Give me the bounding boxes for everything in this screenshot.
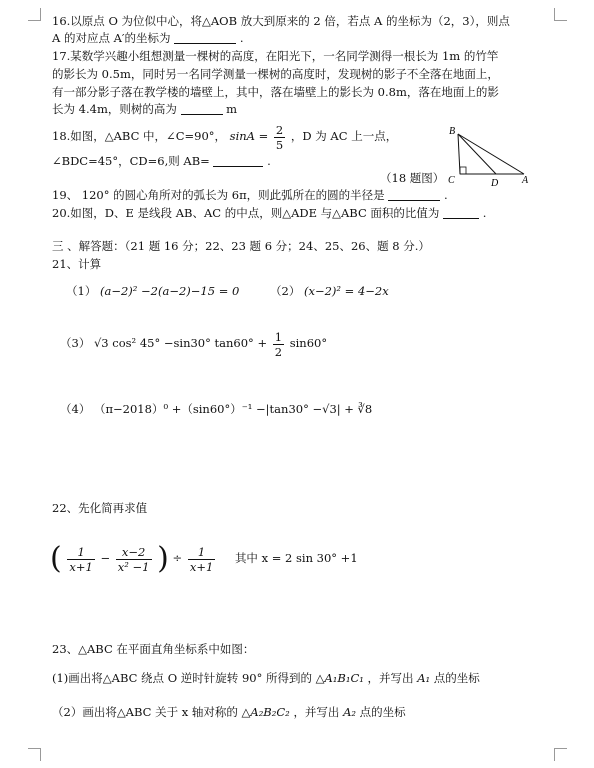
crop-mark-bottom-left (28, 748, 41, 761)
q18-triangle-figure (440, 122, 540, 188)
crop-mark-top-right (554, 8, 567, 21)
q19-end: . (443, 188, 448, 202)
q23-p2-pre: （2）画出将△ABC 关于 x 轴对称的 (52, 705, 238, 719)
q17-unit: m (226, 102, 238, 116)
q22-frac-b-num: x−2 (116, 545, 152, 560)
q21-p4-label: （4） (60, 402, 91, 416)
q20-end: . (482, 206, 487, 220)
q16-line2-text: A 的对应点 A′的坐标为 (52, 31, 171, 45)
q22-title: 22、先化简再求值 (52, 501, 148, 515)
q22-left-paren: ( (50, 541, 62, 576)
q22-frac-b-den: x² −1 (117, 559, 150, 574)
q21-p2-expr: (x−2)² = 4−2x (303, 284, 389, 298)
q22-frac-b (116, 545, 152, 574)
q21-part3 (60, 327, 327, 359)
q19-answer-blank[interactable] (388, 188, 440, 201)
q17-line2: 的影长为 0.5m，同时另一名同学测量一棵树的高度时，发现树的影子不全落在地面上， (52, 67, 499, 81)
q21-p4-expr: （π−2018）⁰ +（sin60°）⁻¹ −|tan30° −√3| + ∛8 (93, 402, 373, 416)
q20-text: 20.如图，D、E 是线段 AB、AC 的中点，则△ADE 与△ABC 面积的比值为 (52, 206, 440, 220)
q22-frac-a-num: 1 (67, 545, 94, 560)
q21-part2 (270, 283, 389, 299)
q23-part1 (52, 670, 480, 686)
q22-right-paren: ) (157, 541, 169, 576)
q16-answer-blank[interactable] (174, 31, 236, 44)
q17-line4 (52, 101, 237, 117)
q18-fig-caption: （18 题图） (380, 171, 445, 185)
q17-line4-text: 长为 4.4m，则树的高为 (52, 102, 177, 116)
q23-p2-mid: ，并写出 (293, 705, 340, 719)
q18-part1: 18.如图，△ABC 中，∠C=90°， (52, 129, 227, 143)
q21-part1 (66, 283, 239, 299)
q21-p3-fraction (273, 330, 284, 359)
q23-p2-triangle: △A₂B₂C₂ (241, 705, 290, 719)
label-b: B (449, 126, 456, 137)
q17-line3: 有一部分影子落在教学楼的墙壁上，其中，落在墙壁上的影长为 0.8m，落在地面上的影 (52, 85, 499, 99)
q23-p1-mid: ，并写出 (367, 671, 414, 685)
q23-p1-point: A₁ (417, 671, 431, 685)
q18-answer-blank[interactable] (213, 154, 263, 167)
q16-end: . (239, 31, 244, 45)
q19-line (52, 187, 448, 203)
q21-part4 (60, 401, 372, 417)
q23-p1-end: 点的坐标 (433, 671, 480, 685)
q23-p1-triangle: △A₁B₁C₁ (315, 671, 364, 685)
q18-sin-label: sinA = (229, 129, 269, 143)
q20-line (52, 205, 486, 221)
q22-frac-c-den: x+1 (189, 559, 214, 574)
q18-sin-numerator: 2 (275, 122, 284, 137)
q22-frac-a-den: x+1 (69, 559, 93, 574)
q23-part2 (52, 704, 406, 720)
q19-text: 19、 120° 的圆心角所对的弧长为 6π，则此弧所在的圆的半径是 (52, 188, 385, 202)
q21-p3-expr-a: √3 cos² 45° −sin30° tan60° + (93, 336, 268, 350)
crop-mark-bottom-right (554, 748, 567, 761)
q21-p3-numerator: 1 (274, 329, 283, 344)
label-a: A (522, 175, 529, 186)
right-angle-mark (460, 167, 466, 174)
q18-sin-fraction (274, 123, 285, 152)
label-d: D (491, 178, 499, 188)
q18-end: . (267, 154, 271, 168)
q20-answer-blank[interactable] (443, 206, 479, 219)
q21-p3-label: （3） (60, 336, 91, 350)
q17-line1: 17.某数学兴趣小组想测量一棵树的高度，在阳光下，一名同学测得一根长为 1m 的竹竿 (52, 49, 499, 63)
q23-title: 23、△ABC 在平面直角坐标系中如图： (52, 642, 255, 656)
q18-part2: ，D 为 AC 上一点， (290, 129, 398, 143)
crop-mark-top-left (28, 8, 41, 21)
q21-title: 21、计算 (52, 257, 102, 271)
q21-p2-label: （2） (270, 284, 301, 298)
section3-title: 三 、解答题：（21 题 16 分；22、23 题 6 分；24、25、26、题 8 分.） (52, 239, 430, 253)
q22-div: ÷ (172, 551, 183, 565)
q21-p1-label: （1） (66, 284, 97, 298)
q17-answer-blank[interactable] (181, 102, 223, 115)
q21-p3-denominator: 2 (274, 344, 283, 359)
segment-ba (458, 134, 524, 174)
q23-p2-end: 点的坐标 (359, 705, 406, 719)
q21-p3-expr-b: sin60° (289, 336, 328, 350)
q23-p2-point: A₂ (343, 705, 357, 719)
q22-condition: 其中 x = 2 sin 30° +1 (234, 551, 358, 565)
q22-minus: − (100, 551, 111, 565)
q18-line1 (52, 119, 397, 153)
q18-sin-denominator: 5 (275, 137, 284, 152)
q22-frac-c-num: 1 (188, 545, 215, 560)
q16-line2 (52, 30, 244, 46)
q22-frac-c (188, 545, 215, 574)
q21-p1-expr: (a−2)² −2(a−2)−15 = 0 (99, 284, 240, 298)
q18-line2-text: ∠BDC=45°，CD=6,则 AB= (52, 154, 210, 168)
q23-p1-pre: (1)画出将△ABC 绕点 O 逆时针旋转 90° 所得到的 (52, 671, 312, 685)
q16-line1: 16.以原点 O 为位似中心，将△AOB 放大到原来的 2 倍，若点 A 的坐标为（2，3），则点 (52, 14, 510, 28)
q18-line2 (52, 153, 271, 169)
q22-expression (50, 538, 358, 578)
q22-frac-a (67, 545, 94, 574)
label-c: C (448, 175, 455, 186)
